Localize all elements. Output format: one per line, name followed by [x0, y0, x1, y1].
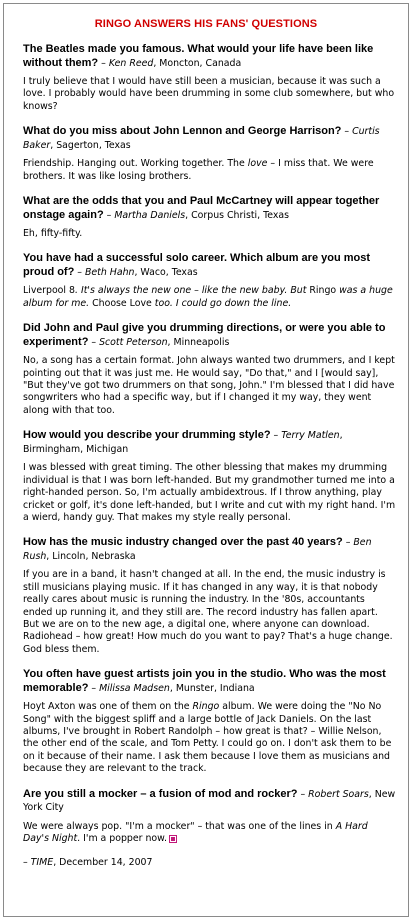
answer	[23, 569, 396, 656]
article-source: – TIME, December 14, 2007	[23, 857, 153, 869]
answer-title-italic: Ringo	[192, 701, 220, 713]
answer-title-italic: A Hard Day's Night	[23, 820, 368, 844]
question	[23, 195, 396, 222]
question-text: Are you still a mocker – a fusion of mod and rocker?	[23, 787, 298, 800]
answer	[23, 228, 396, 240]
asker: – Ben Rush, Lincoln, Nebraska	[23, 537, 372, 562]
asker-location: , Sagerton, Texas	[50, 139, 131, 151]
qa-item	[23, 43, 396, 113]
asker-location: , New York City	[23, 788, 396, 814]
answer-text: . I'm a popper now.	[77, 833, 167, 844]
answer-text: Hoyt Axton was one of them on the	[23, 701, 193, 713]
answer-text: Liverpool 8	[23, 285, 75, 297]
answer-title-italic: was a huge album for me.	[23, 285, 393, 309]
question	[23, 429, 396, 456]
asker: – Milissa Madsen, Munster, Indiana	[88, 682, 255, 694]
asker-name: Terry Matlen	[281, 430, 340, 442]
asker-name: Ben Rush	[23, 537, 372, 562]
answer-title-italic: . It's always the new one – like the new baby. But	[74, 285, 310, 297]
question	[23, 536, 396, 563]
answer-title-italic: too. I could go down the line.	[151, 297, 292, 309]
qa-item	[23, 668, 396, 775]
asker-location: , Birmingham, Michigan	[23, 430, 343, 455]
asker-location: , Minneapolis	[167, 336, 230, 348]
question-text: How would you describe your drumming style?	[23, 429, 271, 442]
asker: – Terry Matlen, Birmingham, Michigan	[23, 430, 343, 455]
article-frame	[3, 3, 409, 917]
question	[23, 252, 396, 279]
answer-text: No, a song has a certain format. John always wanted two drummers, and I kept pointing out that it was just me. He would say, "Do that," and I [would say], "But they've got two drummers on that song, John." I'm blessed that I did have songwriters who had a specific way, but if I changed it my way, they went along with that too.	[23, 355, 395, 416]
qa-item	[23, 536, 396, 656]
answer	[23, 701, 396, 775]
asker-name: Robert Soars	[308, 788, 369, 800]
question	[23, 43, 396, 70]
answer-text: If you are in a band, it hasn't changed at all. In the end, the music industry is still musicians playing music. If it has changed in any way, it is that nobody really cares about music is running the industry. In the '80s, accountants ended up running it, and they still are. The record industry has fallen apart. But we are on to the new age, a digital one, where anyone can download. Radiohead – how great! How much do you want to pay? That's a huge change. God bless them.	[23, 569, 393, 655]
question-text: What do you miss about John Lennon and George Harrison?	[23, 125, 342, 138]
asker-name: Ken Reed	[108, 57, 154, 69]
asker-name: Curtis Baker	[23, 126, 380, 151]
answer-text: I was blessed with great timing. The other blessing that makes my drumming individual is that I was born left-handed. But my grandmother turned me into a right-handed person. So, I'm actually ambidextrous. If I throw anything, play cricket or golf, it's done left-handed, but I write and cut with my right hand. I'm a wierd, handy guy. That makes my style really personal.	[23, 462, 396, 523]
question-text: What are the odds that you and Paul McCartney will appear together onstage again?	[23, 195, 380, 221]
answer	[23, 158, 396, 183]
answer-title-italic: love	[247, 158, 268, 170]
asker-name: Beth Hahn	[84, 266, 135, 278]
qa-item	[23, 125, 396, 183]
question-text: How has the music industry changed over the past 40 years?	[23, 536, 343, 549]
answer-text: Choose Love	[92, 297, 152, 309]
asker: – Ken Reed, Moncton, Canada	[98, 57, 242, 69]
qa-item	[23, 322, 396, 417]
question-text: You often have guest artists join you in the studio. Who was the most memorable?	[23, 668, 386, 694]
article-title: RINGO ANSWERS HIS FANS' QUESTIONS	[94, 18, 318, 30]
source-date: , December 14, 2007	[53, 857, 153, 869]
answer	[23, 285, 396, 310]
asker-name: Milissa Madsen	[99, 682, 170, 694]
qa-list	[4, 43, 408, 845]
answer-text: Ringo	[309, 285, 337, 297]
asker: – Beth Hahn, Waco, Texas	[74, 266, 198, 278]
asker: – Martha Daniels, Corpus Christi, Texas	[103, 209, 289, 221]
asker-location: , Waco, Texas	[134, 266, 198, 278]
answer-text: I truly believe that I would have still been a musician, because it was such a love. I probably would have been drumming in some club somewhere, but who knows?	[23, 76, 395, 112]
question	[23, 125, 396, 152]
answer	[23, 462, 396, 524]
asker-location: , Lincoln, Nebraska	[46, 550, 136, 562]
qa-item	[23, 195, 396, 240]
answer	[23, 76, 396, 113]
question	[23, 788, 396, 815]
question	[23, 322, 396, 349]
asker: – Robert Soars, New York City	[23, 788, 396, 814]
qa-item	[23, 252, 396, 310]
answer-text: album. We were doing the "No No Song" with the biggest spliff and a large bottle of Jack Daniels. On the last albums, I've brought in Robert Randolph – how great is that? – Willie Nelson, the other end of the scale, and Tom Petty. I could go on. I don't ask them to be on it because of their name. I ask them because I love them as musicians and because they are relevant to the track.	[23, 701, 392, 775]
qa-item	[23, 429, 396, 524]
asker: – Scott Peterson, Minneapolis	[88, 336, 230, 348]
question-text: The Beatles made you famous. What would your life have been like without them?	[23, 43, 374, 69]
question	[23, 668, 396, 695]
asker: – Curtis Baker, Sagerton, Texas	[23, 126, 380, 151]
answer	[23, 821, 396, 846]
answer-text: Eh, fifty-fifty.	[23, 228, 83, 240]
answer-text: We were always pop. "I'm a mocker" – that was one of the lines in	[23, 820, 336, 832]
asker-name: Martha Daniels	[114, 209, 186, 221]
answer-text: – I miss that. We were brothers. It was like losing brothers.	[23, 158, 374, 182]
question-text: Did John and Paul give you drumming directions, or were you able to experiment?	[23, 322, 386, 348]
qa-item	[23, 788, 396, 846]
asker-location: , Moncton, Canada	[153, 57, 242, 69]
answer	[23, 355, 396, 417]
source-publication: TIME	[30, 857, 54, 869]
asker-name: Scott Peterson	[99, 336, 168, 348]
asker-location: , Munster, Indiana	[169, 682, 255, 694]
asker-location: , Corpus Christi, Texas	[185, 209, 289, 221]
question-text: You have had a successful solo career. Which album are you most proud of?	[23, 252, 371, 278]
end-of-article-icon	[169, 835, 177, 843]
answer-text: Friendship. Hanging out. Working together. The	[23, 158, 248, 170]
